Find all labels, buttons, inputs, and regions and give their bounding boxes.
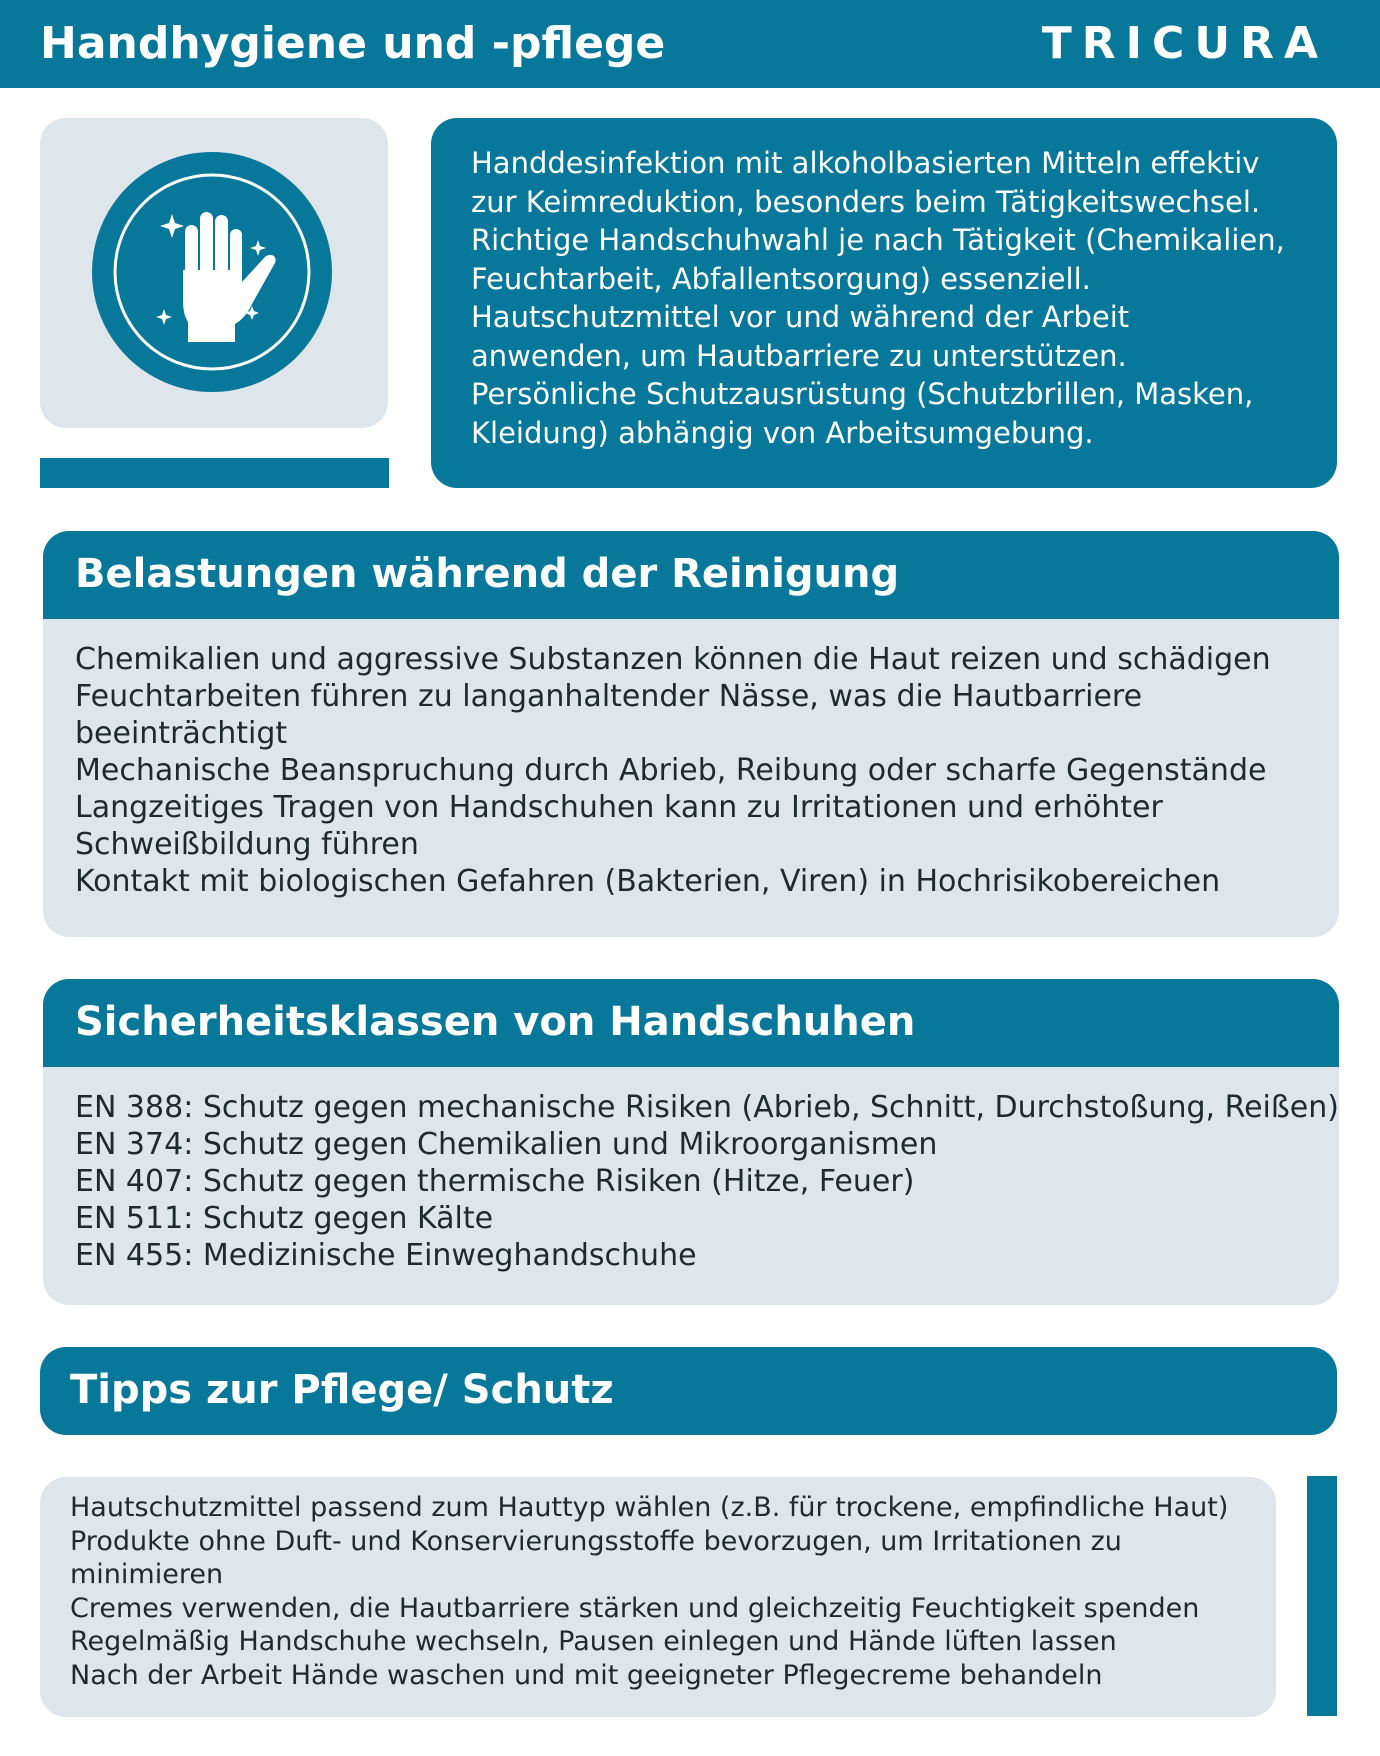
accent-bar-left — [40, 458, 389, 488]
belastungen-title: Belastungen während der Reinigung — [75, 551, 900, 597]
icon-card — [40, 118, 388, 428]
list-item: EN 511: Schutz gegen Kälte — [75, 1201, 494, 1236]
intro-line: Hautschutzmittel vor und während der Arbeit — [471, 300, 1130, 334]
list-item: beeinträchtigt — [75, 716, 288, 751]
intro-line: anwenden, um Hautbarriere zu unterstützen. — [471, 338, 1127, 373]
list-item: Mechanische Beanspruchung durch Abrieb, Reibung oder scharfe Gegenstände — [75, 753, 1267, 788]
intro-card — [431, 118, 1337, 488]
brand-logo: TRICURA — [1041, 18, 1328, 69]
tipps-body — [40, 1477, 1276, 1717]
belastungen-header — [43, 531, 1339, 619]
intro-line: Handdesinfektion mit alkoholbasierten Mitteln effektiv — [471, 146, 1260, 180]
sicherheitsklassen-title: Sicherheitsklassen von Handschuhen — [75, 999, 916, 1045]
list-item: Regelmäßig Handschuhe wechseln, Pausen einlegen und Hände lüften lassen — [70, 1626, 1117, 1658]
list-item: Chemikalien und aggressive Substanzen können die Haut reizen und schädigen — [75, 642, 1271, 677]
header-bar — [0, 0, 1380, 88]
list-item: EN 374: Schutz gegen Chemikalien und Mikroorganismen — [75, 1127, 938, 1162]
intro-line: Kleidung) abhängig von Arbeitsumgebung. — [471, 415, 1094, 450]
list-item: EN 388: Schutz gegen mechanische Risiken (Abrieb, Schnitt, Durchstoßung, Reißen) — [75, 1090, 1339, 1125]
list-item: Kontakt mit biologischen Gefahren (Bakterien, Viren) in Hochrisikobereichen — [75, 864, 1221, 899]
tipps-title: Tipps zur Pflege/ Schutz — [70, 1367, 614, 1413]
tipps-header — [40, 1347, 1337, 1435]
sicherheitsklassen-body — [43, 1067, 1339, 1305]
list-item: EN 407: Schutz gegen thermische Risiken (Hitze, Feuer) — [75, 1164, 915, 1199]
list-item: Cremes verwenden, die Hautbarriere stärken und gleichzeitig Feuchtigkeit spenden — [70, 1592, 1200, 1624]
belastungen-body — [43, 619, 1339, 937]
list-item: EN 455: Medizinische Einweghandschuhe — [75, 1238, 697, 1273]
list-item: Langzeitiges Tragen von Handschuhen kann zu Irritationen und erhöhter — [75, 790, 1163, 825]
list-item: Nach der Arbeit Hände waschen und mit geeigneter Pflegecreme behandeln — [70, 1659, 1103, 1691]
sicherheitsklassen-header — [43, 979, 1339, 1067]
clean-hand-icon — [92, 152, 332, 392]
intro-line: Richtige Handschuhwahl je nach Tätigkeit (Chemikalien, — [471, 223, 1285, 257]
list-item: minimieren — [70, 1559, 224, 1591]
list-item: Produkte ohne Duft- und Konservierungsstoffe bevorzugen, um Irritationen zu — [70, 1525, 1122, 1557]
list-item: Hautschutzmittel passend zum Hauttyp wählen (z.B. für trockene, empfindliche Haut) — [70, 1492, 1229, 1523]
list-item: Schweißbildung führen — [75, 827, 419, 862]
intro-line: Feuchtarbeit, Abfallentsorgung) essenziell. — [471, 261, 1091, 296]
page-title: Handhygiene und -pflege — [40, 18, 666, 69]
intro-line: zur Keimreduktion, besonders beim Tätigkeitswechsel. — [471, 184, 1261, 219]
list-item: Feuchtarbeiten führen zu langanhaltender Nässe, was die Hautbarriere — [75, 679, 1143, 714]
accent-bar-right — [1307, 1476, 1337, 1716]
intro-line: Persönliche Schutzausrüstung (Schutzbrillen, Masken, — [471, 377, 1254, 411]
